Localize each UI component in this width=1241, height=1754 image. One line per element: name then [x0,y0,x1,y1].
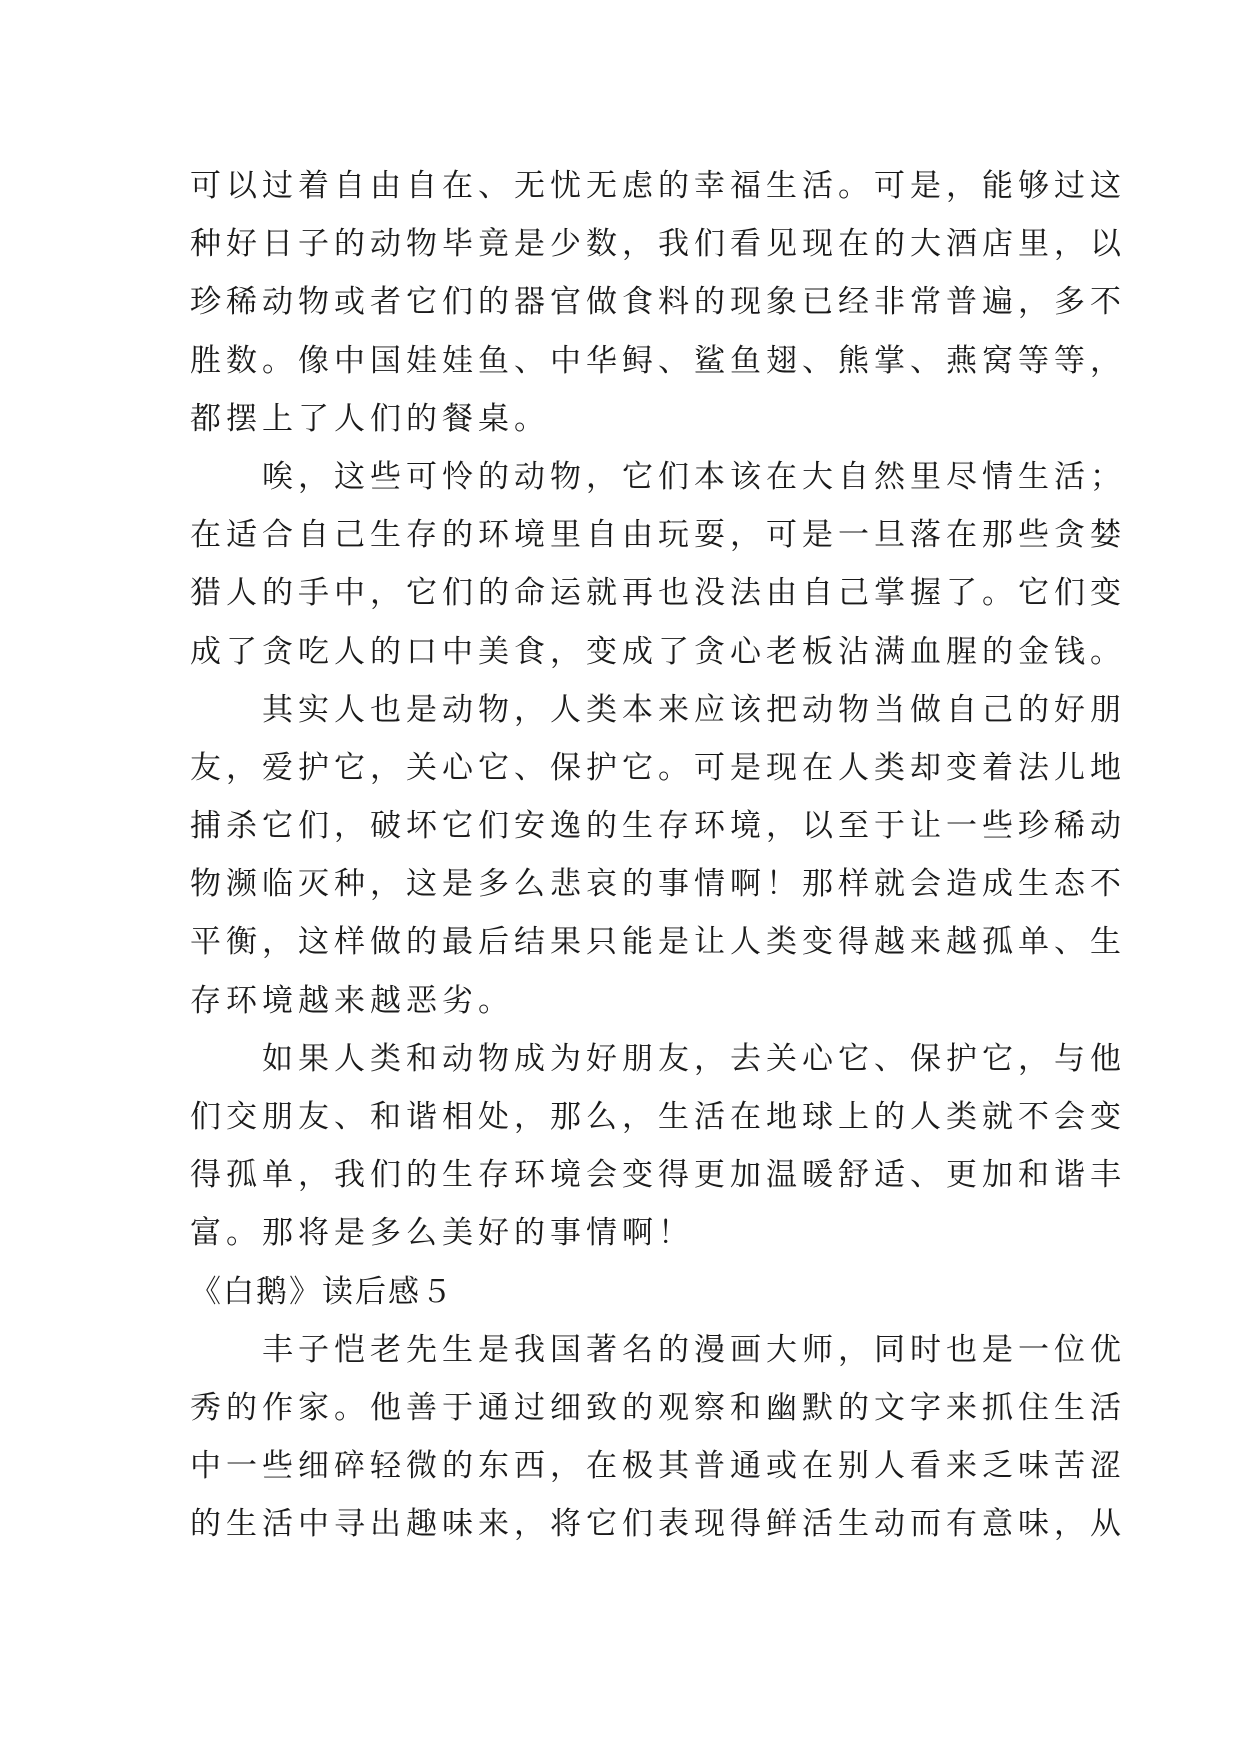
text-line: 富。那将是多么美好的事情啊！ [190,1215,694,1252]
text-line: 的生活中寻出趣味来，将它们表现得鲜活生动而有意味，从 [190,1506,1126,1543]
text-line: 物濒临灭种，这是多么悲哀的事情啊！那样就会造成生态不 [190,866,1126,903]
text-line: 珍稀动物或者它们的器官做食料的现象已经非常普遍，多不 [190,284,1126,321]
text-line: 成了贪吃人的口中美食，变成了贪心老板沾满血腥的金钱。 [190,633,1126,670]
text-line: 们交朋友、和谐相处，那么，生活在地球上的人类就不会变 [190,1099,1126,1135]
text-line: 平衡，这样做的最后结果只能是让人类变得越来越孤单、生 [190,924,1126,961]
text-line: 都摆上了人们的餐桌。 [190,400,550,437]
text-line: 胜数。像中国娃娃鱼、中华鲟、鲨鱼翅、熊掌、燕窝等等， [190,342,1126,379]
text-line: 得孤单，我们的生存环境会变得更加温暖舒适、更加和谐丰 [190,1157,1126,1194]
text-line: 在适合自己生存的环境里自由玩耍，可是一旦落在那些贪婪 [190,517,1126,554]
text-line: 捕杀它们，破坏它们安逸的生存环境，以至于让一些珍稀动 [190,808,1126,845]
text-line: 其实人也是动物，人类本来应该把动物当做自己的好朋 [262,691,1126,728]
text-line: 如果人类和动物成为好朋友，去关心它、保护它，与他 [262,1040,1126,1077]
text-line: 中一些细碎轻微的东西，在极其普通或在别人看来乏味苦涩 [190,1448,1126,1485]
text-line: 存环境越来越恶劣。 [190,982,514,1019]
text-line: 种好日子的动物毕竟是少数，我们看见现在的大酒店里，以 [190,226,1126,263]
text-line: 丰子恺老先生是我国著名的漫画大师，同时也是一位优 [262,1331,1126,1368]
text-line: 可以过着自由自在、无忧无虑的幸福生活。可是，能够过这 [190,168,1126,204]
text-line: 猎人的手中，它们的命运就再也没法由自己掌握了。它们变 [190,575,1126,612]
text-line: 秀的作家。他善于通过细致的观察和幽默的文字来抓住生活 [190,1389,1126,1426]
section-heading: 《白鹅》读后感５ [190,1273,454,1310]
document-body [190,157,1126,1554]
text-line: 友，爱护它，关心它、保护它。可是现在人类却变着法儿地 [190,749,1126,786]
text-line: 唉，这些可怜的动物，它们本该在大自然里尽情生活； [262,458,1126,495]
